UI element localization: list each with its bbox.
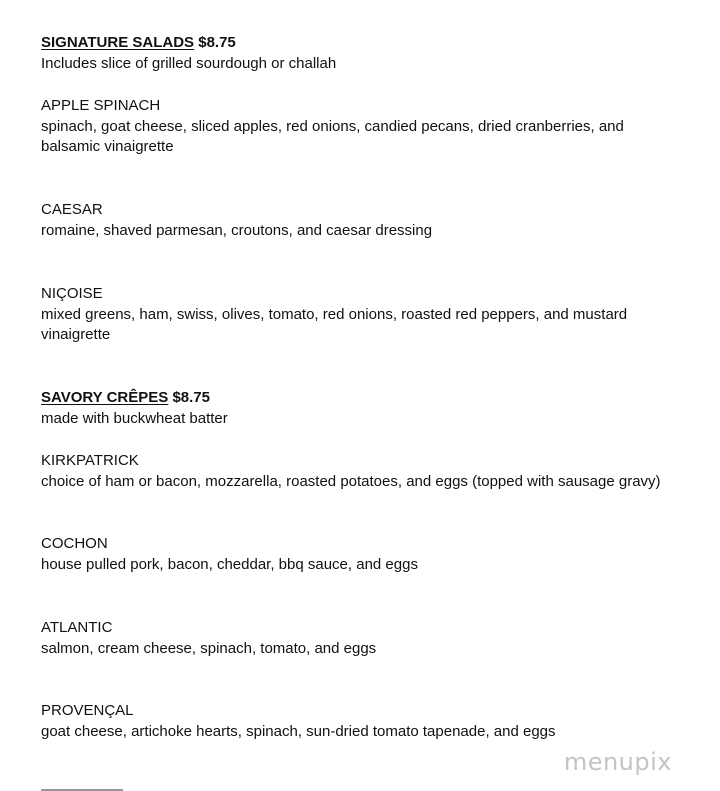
menu-item-name: CAESAR [41, 201, 103, 218]
menu-item-description: romaine, shaved parmesan, croutons, and caesar dressing [41, 222, 433, 239]
crepes-section-title: SAVORY CRÊPES [41, 389, 169, 406]
menu-item-description: salmon, cream cheese, spinach, tomato, and eggs [41, 640, 377, 657]
crepes-section-price: $8.75 [172, 389, 210, 406]
menu-item-name: PROVENÇAL [41, 702, 134, 719]
menu-item-name: NIÇOISE [41, 285, 103, 302]
salads-section-price: $8.75 [198, 34, 236, 51]
menu-item-name: ATLANTIC [41, 619, 113, 636]
salads-section-title: SIGNATURE SALADS [41, 34, 195, 51]
menu-item-description: mixed greens, ham, swiss, olives, tomato, red onions, roasted red peppers, and mustard vinaigrette [41, 306, 628, 343]
menu-item-name: APPLE SPINACH [41, 97, 161, 114]
menupix-watermark: menupix [563, 748, 672, 776]
menu-item-description: spinach, goat cheese, sliced apples, red onions, candied pecans, dried cranberries, and balsamic vinaigrette [41, 118, 624, 155]
menu-item-description: house pulled pork, bacon, cheddar, bbq sauce, and eggs [41, 556, 418, 573]
crepes-section-note: made with buckwheat batter [41, 410, 228, 427]
menu-item-description: choice of ham or bacon, mozzarella, roasted potatoes, and eggs (topped with sausage gravy) [41, 473, 661, 490]
menu-item-name: COCHON [41, 535, 108, 552]
crepes-section-heading [41, 388, 210, 408]
menu-item-name: KIRKPATRICK [41, 452, 139, 469]
menu-item-description: goat cheese, artichoke hearts, spinach, sun-dried tomato tapenade, and eggs [41, 723, 556, 740]
cut-off-item-name [41, 786, 123, 791]
salads-section-note: Includes slice of grilled sourdough or challah [41, 55, 337, 72]
salads-section-heading [41, 33, 236, 53]
